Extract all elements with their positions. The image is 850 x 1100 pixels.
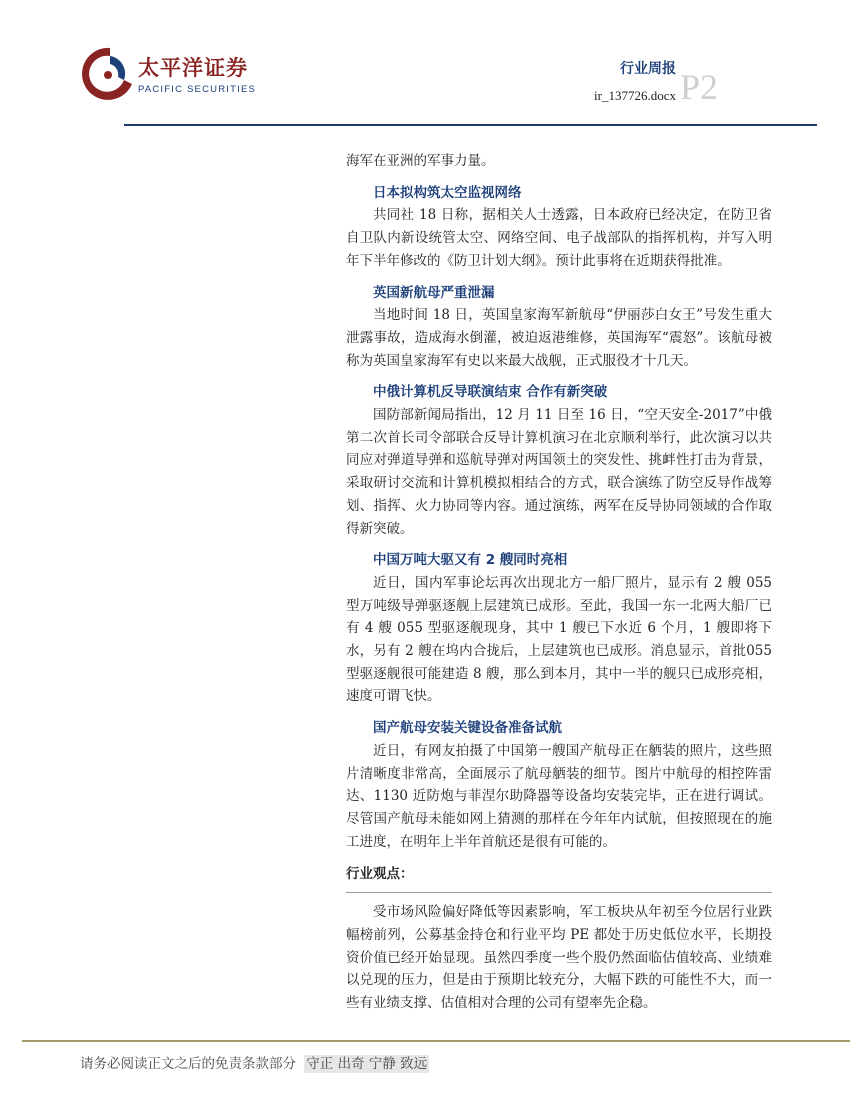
section-paragraph: 当地时间 18 日，英国皇家海军新航母“伊丽莎白女王”号发生重大泄露事故，造成海水倒灌，被迫返港维修，英国海军“震怒”。该航母被称为英国皇家海军有史以来最大战舰，正式服役才十几天。 — [346, 307, 772, 369]
section-paragraph: 国防部新闻局指出，12 月 11 日至 16 日，“空天安全-2017”中俄第二次首长司令部联合反导计算机演习在北京顺利举行，此次演习以共同应对弹道导弹和巡航导弹对两国领土的突发性、挑衅性打击为背景，采取研讨交流和计算机模拟相结合的方式，联合演练了防空反导作战筹划、指挥、火力协同等内容。通过演练，两军在反导协同领域的合作取得新突破。 — [346, 407, 772, 537]
industry-view-divider — [346, 892, 772, 893]
page-number: P2 — [680, 67, 719, 107]
logo-name-en: PACIFIC SECURITIES — [138, 84, 257, 95]
section-title: 日本拟构筑太空监视网络 — [373, 184, 522, 201]
section-title: 国产航母安装关键设备准备试航 — [373, 720, 562, 737]
footer-motto: 守正 出奇 宁静 致远 — [306, 1056, 428, 1072]
footer-disclaimer: 请务必阅读正文之后的免责条款部分 — [80, 1056, 296, 1072]
industry-view-paragraph: 受市场风险偏好降低等因素影响，军工板块从年初至今位居行业跌幅榜前列，公募基金持仓和行业平均 PE 都处于历史低位水平，长期投资价值已经开始显现。虽然四季度一些个股仍然面临估值较高、业绩难以兑现的压力，但是由于预期比较充分，大幅下跌的可能性不大，而一些有业绩支撑、估值相对合理的公司有望率先企稳。 — [346, 904, 772, 1011]
section-title: 英国新航母严重泄漏 — [373, 284, 495, 301]
intro-line: 海军在亚洲的军事力量。 — [346, 153, 495, 169]
industry-view-title: 行业观点： — [346, 866, 414, 883]
report-type: 行业周报 — [620, 61, 676, 77]
footer — [80, 1052, 429, 1072]
section-title: 中俄计算机反导联演结束 合作有新突破 — [373, 384, 608, 401]
logo-name-cn: 太平洋证券 — [138, 56, 248, 80]
pacific-securities-emblem — [80, 44, 136, 104]
section-paragraph: 共同社 18 日称，据相关人士透露，日本政府已经决定，在防卫省自卫队内新设统管太空、网络空间、电子战部队的指挥机构，并写入明年下半年修改的《防卫计划大纲》。预计此事将在近期获得批准。 — [346, 207, 772, 269]
article-body — [346, 150, 772, 1015]
section-paragraph: 近日，有网友拍摄了中国第一艘国产航母正在舾装的照片，这些照片清晰度非常高，全面展示了航母舾装的细节。图片中航母的相控阵雷达、1130 近防炮与菲涅尔助降器等设备均安装完毕，正在进行调试。尽管国产航母未能如网上猜测的那样在今年年内试航，但按照现在的施工进度，在明年上半年首航还是很有可能的。 — [346, 742, 772, 850]
footer-divider — [22, 1040, 850, 1042]
section-paragraph: 近日，国内军事论坛再次出现北方一船厂照片，显示有 2 艘 055 型万吨级导弹驱逐舰上层建筑已成形。至此，我国一东一北两大船厂已有 4 艘 055 型驱逐舰现身，其中 1 艘已下水近 6 个月，1 艘即将下水，另有 2 艘在坞内合拢后，上层建筑也已成形。消息显示，首批055 型驱逐舰很可能建造 8 艘，那么到本月，其中一半的舰只已成形亮相，速度可谓飞快。 — [346, 574, 772, 705]
company-logo — [80, 44, 280, 114]
document-filename: ir_137726.docx — [594, 88, 676, 103]
section-title: 中国万吨大驱又有 2 艘同时亮相 — [373, 552, 568, 569]
header-divider — [124, 124, 817, 126]
